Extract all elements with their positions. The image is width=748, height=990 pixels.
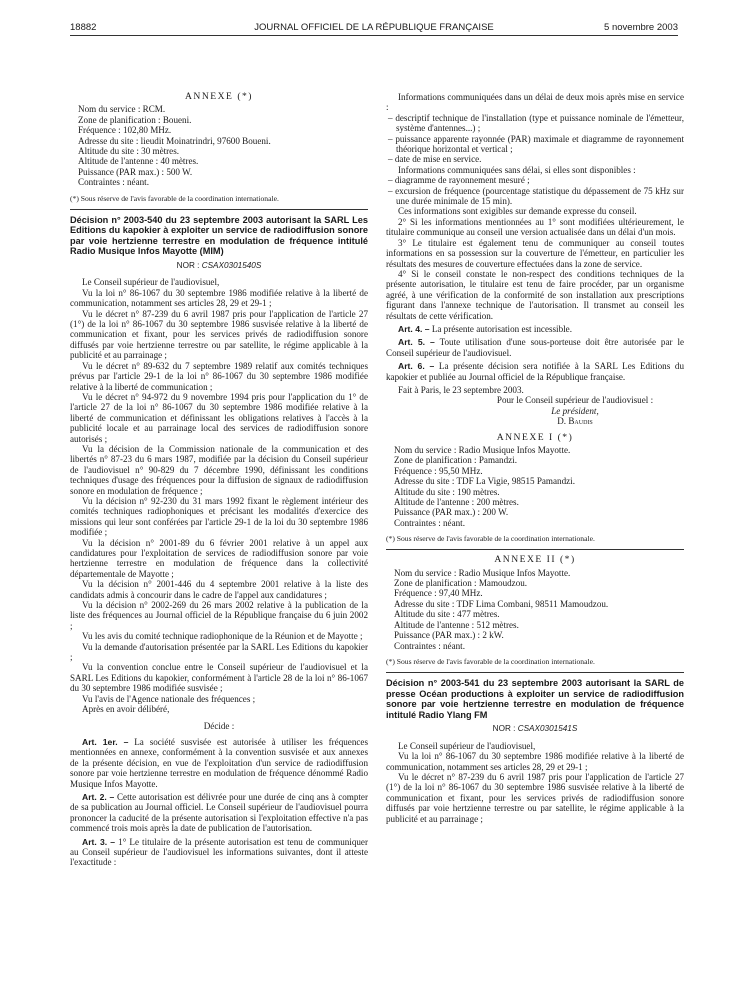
decide-heading: Décide : [203,720,235,731]
article-3-label: Art. 3. – [82,836,116,847]
annexe-line: Nom du service : Radio Musique Infos Mayotte. [394,445,571,455]
decision-paragraph: Vu la décision n° 2001-89 du 6 février 2001 relative à un appel aux candidatures pour l'exploitation de services de radiodiffusion sonore par voie hertzienne terrestre en modulation de fréquence dans la collectivité départementale de Mayotte ; [70,537,368,579]
annexe-line: Zone de planification : Boueni. [78,114,192,125]
article-6-label: Art. 6. – [398,361,435,372]
article-2-label: Art. 2. – [82,791,115,802]
article-5-label: Art. 5. – [398,337,435,348]
decision-paragraph: Vu le décret n° 94-972 du 9 novembre 1994 pris pour l'application du 1° de l'article 27 de la loi n° 86-1067 du 30 septembre 1986 modifiée relative à la liberté de communication et définissant les obligations relatives à l'accès à la publicité locale et au parrainage local des services de radiodiffusion sonore autorisés ; [70,391,368,444]
page-header [0,0,748,36]
header-rule [70,35,678,36]
decision-title: Décision n° 2003-540 du 23 septembre 2003 autorisant la SARL Les Editions du kapokier à exploiter un service de radiodiffusion sonore par voie hertzienne terrestre en modulation de fréquence intitulé Radio Musique Infos Mayotte (MIM) [70,214,368,257]
nor-code: CSAX0301540S [201,261,262,271]
info-two-months: Informations communiquées dans un délai de deux mois après mise en service : [386,92,684,113]
annexe-2-title: ANNEXE II (*) [494,554,576,566]
nor-reference [386,724,684,734]
decision-paragraph: Vu la loi n° 86-1067 du 30 septembre 1986 modifiée relative à la liberté de communication, notamment ses articles 28, 29 et 29-1 ; [70,287,368,309]
annexe-line: Puissance (PAR max.) : 500 W. [78,166,193,177]
annexe-line: Adresse du site : TDF Lima Combani, 98511 Mamoudzou. [394,598,609,609]
decision-paragraph: Ces informations sont exigibles sur demande expresse du conseil. [398,206,637,217]
article-4-text: La présente autorisation est incessible. [431,323,572,334]
list-item: – excursion de fréquence (pourcentage statistique du dépassement de 75 kHz sur une durée minimale de 15 min). [388,185,684,207]
annexe-line: Fréquence : 97,40 MHz. [394,588,483,599]
annexe-line: Fréquence : 102,80 MHz. [78,125,172,136]
annexe-details [70,104,368,187]
annexe-line: Zone de planification : Mamoudzou. [394,578,528,589]
annexe-1-details [386,445,684,528]
annexe-line: Altitude du site : 30 mètres. [78,146,180,157]
annexe-line: Altitude de l'antenne : 200 mètres. [394,497,519,508]
annexe-title: ANNEXE (*) [184,91,254,102]
annexe-1-title: ANNEXE I (*) [496,431,574,443]
annexe-line: Altitude du site : 190 mètres. [394,486,500,497]
article-5-text: Toute utilisation d'une sous-porteuse doit être autorisée par le Conseil supérieur de l'audiovisuel. [386,337,685,358]
annexe-line: Nom du service : Radio Musique Infos Mayotte. [394,567,571,578]
article-6-text: La présente décision sera notifiée à la SARL Les Editions du kapokier et publiée au Journal officiel de la République française. [386,361,684,382]
section-rule [386,549,684,550]
decision-paragraph: Vu la décision n° 92-230 du 31 mars 1992 fixant le règlement intérieur des comités techniques radiophoniques et précisant les modalités d'exercice des missions qui leur sont conférées par l'article 29-1 de la loi du 30 septembre 1986 modifiée ; [70,495,368,538]
decision-paragraph: Vu le décret n° 89-632 du 7 septembre 1989 relatif aux comités techniques prévus par l'article 29-1 de la loi n° 86-1067 du 30 septembre 1986 modifiée relative à la liberté de communication ; [70,360,368,392]
decision-2-title: Décision n° 2003-541 du 23 septembre 2003 autorisant la SARL de presse Océan productions à exploiter un service de radiodiffusion sonore par voie hertzienne terrestre en modulation de fréquence intitulé Radio Ylang FM [386,677,684,720]
annexe-line: Adresse du site : TDF La Vigie, 98515 Pamandzi. [394,476,575,487]
article-2-text: Cette autorisation est délivrée pour une durée de cinq ans à compter de sa publication au Journal officiel. Le Conseil supérieur de l'audiovisuel pourra prononcer la caducité de la présente autorisation si l'exploitation effective n'a pas commencé trois mois après la date de publication de l'autorisation. [70,791,368,834]
decision-paragraph: Vu la loi n° 86-1067 du 30 septembre 1986 modifiée relative à la liberté de communication, notamment ses articles 28, 29 et 29-1 ; [386,751,684,772]
list-item: – diagramme de rayonnement mesuré ; [388,175,530,186]
annexe-line: Altitude du site : 477 mètres. [394,609,500,620]
article-1 [70,737,368,789]
decision-paragraph: 3° Le titulaire est également tenu de communiquer au conseil toutes informations en sa possession sur la couverture de l'émetteur, en particulier les résultats des mesures de couverture effectuées dans la zone de service. [386,237,684,269]
decision-paragraph: Vu la décision n° 2002-269 du 26 mars 2002 relative à la publication de la liste des fréquences au Journal officiel de la République française du 6 juin 2002 ; [70,600,368,631]
page-number: 18882 [70,22,97,33]
fait-a-paris: Fait à Paris, le 23 septembre 2003. [398,384,524,395]
annexe-2-footnote: (*) Sous réserve de l'avis favorable de la coordination internationale. [386,656,595,666]
issue-date: 5 novembre 2003 [604,22,678,33]
decision-paragraph: Vu le décret n° 87-239 du 6 avril 1987 pris pour l'application de l'article 27 (1°) de la loi n° 86-1067 du 30 septembre 1986 susvisée relative à la liberté de communication et fixant, pour les services privés de radiodiffusion sonore diffusés par voie hertzienne terrestre ou par satellite, le régime applicable à la publicité et au parrainage ; [386,771,684,824]
annexe-line: Puissance (PAR max.) : 200 W. [394,507,509,518]
annexe-line: Contraintes : néant. [78,177,149,188]
annexe-line: Nom du service : RCM. [78,104,166,115]
decision-paragraph: Vu les avis du comité technique radiophonique de la Réunion et de Mayotte ; [82,631,363,642]
section-rule [386,672,684,673]
nor-label: NOR : [492,724,516,734]
annexe-line: Fréquence : 95,50 MHz. [394,465,483,476]
decision-paragraph: Après en avoir délibéré, [82,704,170,715]
signature-name: D. Baudis [557,416,593,427]
article-3 [70,837,368,868]
annexe-line: Altitude de l'antenne : 40 mètres. [78,156,199,167]
nor-label: NOR : [176,261,200,271]
article-1-label: Art. 1er. – [82,736,129,747]
annexe-2-details [386,568,684,651]
article-3-text: 1° Le titulaire de la présente autorisation est tenu de communiquer au Conseil supérieur de l'audiovisuel les informations suivantes, dont il atteste l'exactitude : [70,836,368,868]
annexe-line: Zone de planification : Pamandzi. [394,455,517,466]
right-column [386,92,684,824]
decision-paragraph: 4° Si le conseil constate le non-respect des conditions techniques de la présente autorisation, le titulaire est tenu de faire procéder, par un organisme agréé, à une vérification de la conformité de son installation aux prescriptions figurant dans l'annexe technique de l'autorisation. Il transmet au conseil les résultats de cette vérification. [386,268,684,321]
annexe-line: Contraintes : néant. [394,517,465,528]
list-item: – puissance apparente rayonnée (PAR) maximale et diagramme de rayonnement théorique horizontal et vertical ; [388,133,684,155]
article-6 [386,361,684,382]
section-rule [70,209,368,210]
annexe-footnote: (*) Sous réserve de l'avis favorable de la coordination internationale. [70,193,279,203]
decision-paragraph: Le Conseil supérieur de l'audiovisuel, [398,740,536,751]
signature-for: Pour le Conseil supérieur de l'audiovisuel : [496,395,654,406]
list-item: – descriptif technique de l'installation (type et puissance nominale de l'émetteur, système d'antennes...) ; [388,112,684,134]
decision-paragraph: Vu la convention conclue entre le Conseil supérieur de l'audiovisuel et la SARL Les Editions du kapokier, conformément à l'article 28 de la loi n° 86-1067 du 30 septembre 1986 modifiée susvisée ; [70,662,368,694]
annexe-line: Altitude de l'antenne : 512 mètres. [394,619,519,630]
journal-title: JOURNAL OFFICIEL DE LA RÉPUBLIQUE FRANÇAISE [254,22,494,33]
list-item: – date de mise en service. [388,154,482,165]
annexe-line: Contraintes : néant. [394,640,465,651]
decision-paragraph: 2° Si les informations mentionnées au 1° sont modifiées ultérieurement, le titulaire communique au conseil une version actualisée dans un délai d'un mois. [386,216,684,238]
article-4-label: Art. 4. – [398,323,430,334]
annexe-line: Puissance (PAR max.) : 2 kW. [394,630,504,641]
signature-title: Le président, [551,405,599,416]
article-1-text: La société susvisée est autorisée à utiliser les fréquences mentionnées en annexe, conformément à la convention susvisée et aux annexes de la présente décision, en vue de l'exploitation d'un service de radiodiffusion sonore par voie hertzienne terrestre en modulation de fréquence dénommé Radio Musique Infos Mayotte. [70,736,368,789]
decision-paragraph: Vu la demande d'autorisation présentée par la SARL Les Editions du kapokier ; [70,641,368,663]
article-5 [386,337,684,358]
left-column [70,92,368,871]
info-no-delay: Informations communiquées sans délai, si elles sont disponibles : [398,164,636,175]
decision-paragraph: Vu l'avis de l'Agence nationale des fréquences ; [82,693,256,704]
decision-paragraph: Vu la décision n° 2001-446 du 4 septembre 2001 relative à la liste des candidats admis à concourir dans le cadre de l'appel aux candidatures ; [70,579,368,600]
decision-paragraph: Vu le décret n° 87-239 du 6 avril 1987 pris pour l'application de l'article 27 (1°) de la loi n° 86-1067 du 30 septembre 1986 susvisée relative à la liberté de communication et fixant, pour les services privés de radiodiffusion sonore diffusés par voie hertzienne terrestre ou par satellite, le régime applicable à la publicité et au parrainage ; [70,308,368,361]
annexe-line: Adresse du site : lieudit Moinatrindri, 97600 Boueni. [78,135,271,146]
annexe-1-footnote: (*) Sous réserve de l'avis favorable de la coordination internationale. [386,534,595,544]
decision-paragraph: Le Conseil supérieur de l'audiovisuel, [82,277,220,288]
article-4 [386,324,684,334]
nor-reference [70,261,368,271]
article-2 [70,792,368,834]
decision-paragraph: Vu la décision de la Commission nationale de la communication et des libertés n° 87-23 du 6 mars 1987, modifiée par la décision du Conseil supérieur de l'audiovisuel n° 90-829 du 7 décembre 1990, définissant les conditions techniques d'usage des fréquences pour la diffusion de signaux de radiodiffusion sonore en modulation de fréquence ; [70,443,368,496]
nor-code: CSAX0301541S [517,724,578,734]
